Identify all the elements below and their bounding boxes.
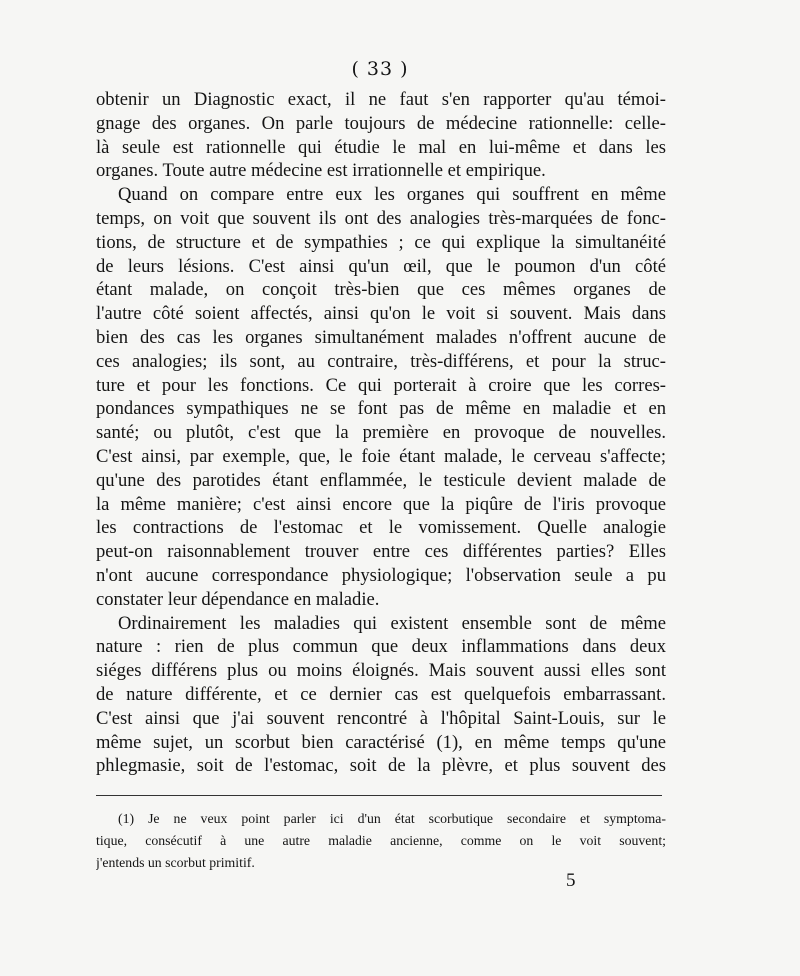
text-line: C'est ainsi que j'ai souvent rencontré à l'hôpital Saint-Louis, sur le [96,707,666,729]
footnote-line: (1) Je ne veux point parler ici d'un état scorbutique secondaire et symptoma- [118,811,666,826]
footnote-line: tique, consécutif à une autre maladie ancienne, comme on le voit souvent; [96,833,666,848]
text-line: ture et pour les fonctions. Ce qui porterait à croire que les corres- [96,374,666,396]
footnote-divider [96,795,662,796]
text-line: ces analogies; ils sont, au contraire, très-différens, et pour la struc- [96,350,666,372]
text-line: santé; ou plutôt, c'est que la première en provoque de nouvelles. [96,422,666,444]
text-line: n'ont aucune correspondance physiologique; l'observation seule a pu [96,564,666,586]
signature-mark: 5 [566,870,576,891]
text-line: C'est ainsi, par exemple, que, le foie étant malade, le cerveau s'affecte; [96,445,666,467]
text-line: Quand on compare entre eux les organes qui souffrent en même [118,184,666,206]
text-line: nature : rien de plus commun que deux inflammations dans deux [96,636,666,658]
text-line: de nature différente, et ce dernier cas est quelquefois embarrassant. [96,683,666,705]
text-line: la même manière; c'est ainsi encore que la piqûre de l'iris provoque [96,493,666,515]
footnote [96,808,666,874]
text-line: les contractions de l'estomac et le vomissement. Quelle analogie [96,517,666,539]
text-line: de leurs lésions. C'est ainsi qu'un œil, que le poumon d'un côté [96,255,666,277]
main-text [96,88,666,778]
page-number: ( 33 ) [351,58,409,80]
text-line: temps, on voit que souvent ils ont des analogies très-marquées de fonc- [96,207,666,229]
text-line: constater leur dépendance en maladie. [96,588,380,610]
text-line: bien des cas les organes simultanément malades n'offrent aucune de [96,326,666,348]
footnote-line: j'entends un scorbut primitif. [96,855,255,870]
text-line: qu'une des parotides étant enflammée, le testicule devient malade de [96,469,666,491]
text-line: là seule est rationnelle qui étudie le mal en lui-même et dans les [96,136,666,158]
text-line: Ordinairement les maladies qui existent ensemble sont de même [118,612,666,634]
text-line: peut-on raisonnablement trouver entre ces différentes parties? Elles [96,541,666,563]
text-line: gnage des organes. On parle toujours de médecine rationnelle: celle- [96,112,666,134]
text-line: organes. Toute autre médecine est irrationnelle et empirique. [96,160,546,182]
text-line: obtenir un Diagnostic exact, il ne faut s'en rapporter qu'au témoi- [96,89,666,110]
text-line: l'autre côté soient affectés, ainsi qu'on le voit si souvent. Mais dans [96,303,666,325]
text-line: siéges différens plus ou moins éloignés. Mais souvent aussi elles sont [96,660,666,682]
text-line: étant malade, on conçoit très-bien que ces mêmes organes de [96,279,666,301]
text-line: tions, de structure et de sympathies ; ce qui explique la simultanéité [96,231,666,253]
text-line: même sujet, un scorbut bien caractérisé (1), en même temps qu'une [96,731,666,753]
text-line: phlegmasie, soit de l'estomac, soit de la plèvre, et plus souvent des [96,755,666,777]
text-line: pondances sympathiques ne se font pas de même en maladie et en [96,398,666,420]
